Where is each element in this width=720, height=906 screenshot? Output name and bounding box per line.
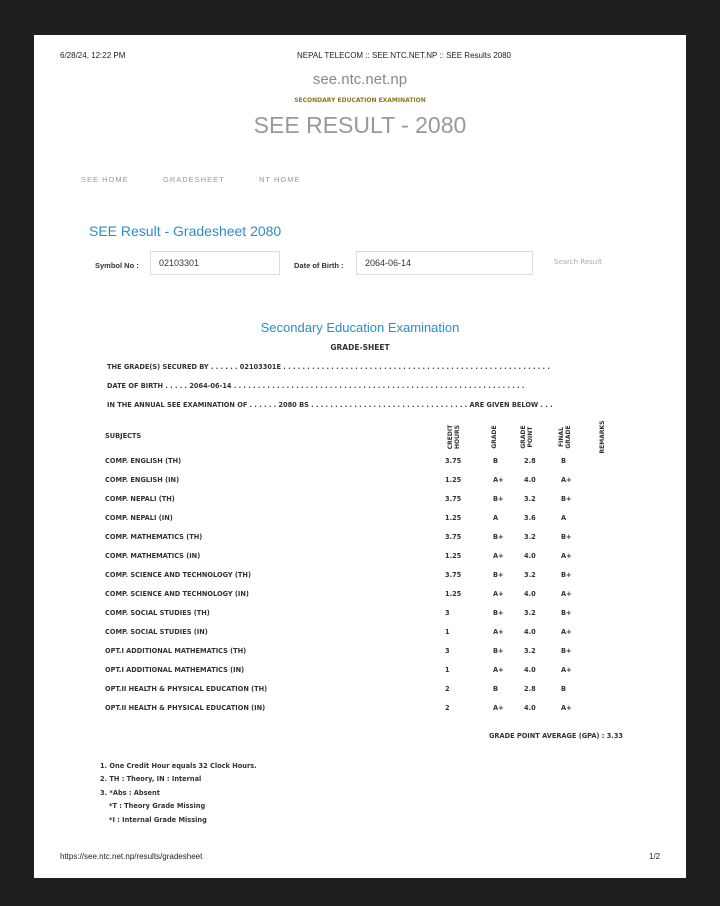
- grade-point: 4.0: [524, 590, 536, 598]
- note-3: 3. *Abs : Absent: [100, 789, 160, 797]
- subject: COMP. SOCIAL STUDIES (IN): [105, 628, 208, 636]
- subject: COMP. SCIENCE AND TECHNOLOGY (TH): [105, 571, 251, 579]
- credit-hours: 2: [445, 685, 450, 693]
- print-url: https://see.ntc.net.np/results/gradesheet: [60, 852, 203, 861]
- credit-hours: 1: [445, 666, 450, 674]
- col-remarks: REMARKS: [599, 420, 606, 454]
- grade-point: 4.0: [524, 628, 536, 636]
- print-datetime: 6/28/24, 12:22 PM: [60, 51, 126, 60]
- final-grade: A+: [561, 666, 572, 674]
- grade: B+: [493, 495, 504, 503]
- credit-hours: 3.75: [445, 495, 462, 503]
- print-title: NEPAL TELECOM :: SEE.NTC.NET.NP :: SEE Results 2080: [297, 51, 511, 60]
- grade-point: 2.8: [524, 685, 536, 693]
- subject: OPT.I ADDITIONAL MATHEMATICS (IN): [105, 666, 245, 674]
- site-heading: SEE RESULT - 2080: [253, 112, 467, 138]
- grade-point: 3.2: [524, 647, 536, 655]
- grade-point: 4.0: [524, 666, 536, 674]
- final-grade: A+: [561, 704, 572, 712]
- final-grade: B+: [561, 571, 572, 579]
- grade: B: [493, 685, 499, 693]
- credit-hours: 3: [445, 609, 450, 617]
- final-grade: B+: [561, 533, 572, 541]
- final-grade: B+: [561, 609, 572, 617]
- dob-label: Date of Birth :: [294, 261, 344, 270]
- grade: A+: [493, 476, 504, 484]
- note-2: 2. TH : Theory, IN : Internal: [100, 775, 202, 783]
- grade-point: 3.2: [524, 609, 536, 617]
- grade: A+: [493, 590, 504, 598]
- table-row: [105, 476, 645, 488]
- table-row: [105, 457, 645, 469]
- grade-point: 3.2: [524, 533, 536, 541]
- note-1: 1. One Credit Hour equals 32 Clock Hours.: [100, 762, 257, 770]
- subject: COMP. MATHEMATICS (TH): [105, 533, 203, 541]
- col-grade: GRADE: [491, 425, 498, 449]
- credit-hours: 2: [445, 704, 450, 712]
- table-row: [105, 609, 645, 621]
- table-row: [105, 666, 645, 678]
- grade: B: [493, 457, 499, 465]
- table-row: [105, 704, 645, 716]
- grade: B+: [493, 533, 504, 541]
- printed-page: [34, 35, 686, 878]
- gpa: GRADE POINT AVERAGE (GPA) : 3.33: [489, 732, 623, 740]
- site-subtitle: SECONDARY EDUCATION EXAMINATION: [294, 97, 426, 104]
- credit-hours: 1.25: [445, 552, 462, 560]
- subject: COMP. SOCIAL STUDIES (TH): [105, 609, 210, 617]
- table-row: [105, 571, 645, 583]
- table-row: [105, 552, 645, 564]
- credit-hours: 1.25: [445, 476, 462, 484]
- subject: COMP. NEPALI (TH): [105, 495, 175, 503]
- subject: OPT.I ADDITIONAL MATHEMATICS (TH): [105, 647, 247, 655]
- symbol-input[interactable]: 02103301: [150, 251, 280, 275]
- col-subjects: SUBJECTS: [105, 432, 142, 440]
- search-result-button[interactable]: Search Result: [554, 258, 602, 266]
- nav-gradesheet[interactable]: GRADESHEET: [163, 175, 225, 184]
- note-5: *I : Internal Grade Missing: [109, 816, 207, 824]
- credit-hours: 1.25: [445, 514, 462, 522]
- final-grade: B: [561, 685, 567, 693]
- subject: COMP. NEPALI (IN): [105, 514, 173, 522]
- final-grade: A+: [561, 476, 572, 484]
- subject: OPT.II HEALTH & PHYSICAL EDUCATION (IN): [105, 704, 266, 712]
- grade-point: 3.6: [524, 514, 536, 522]
- note-4: *T : Theory Grade Missing: [109, 802, 206, 810]
- final-grade: A+: [561, 590, 572, 598]
- credit-hours: 3.75: [445, 533, 462, 541]
- table-row: [105, 514, 645, 526]
- col-credit-hours: CREDIT HOURS: [447, 424, 461, 450]
- grade: A: [493, 514, 499, 522]
- sheet-title: Secondary Education Examination: [260, 320, 460, 335]
- nav-see-home[interactable]: SEE HOME: [81, 175, 129, 184]
- final-grade: A+: [561, 552, 572, 560]
- final-grade: B+: [561, 495, 572, 503]
- dob-input[interactable]: 2064-06-14: [356, 251, 533, 275]
- exam-line: IN THE ANNUAL SEE EXAMINATION OF . . . . . . 2080 BS . . . . . . . . . . . . . . . . . . . . . . . . . . . . . . . . . ARE GIVEN BELOW . . .: [107, 401, 553, 409]
- grade: A+: [493, 666, 504, 674]
- grade: B+: [493, 571, 504, 579]
- grade: B+: [493, 609, 504, 617]
- subject: COMP. ENGLISH (IN): [105, 476, 180, 484]
- grade: A+: [493, 552, 504, 560]
- site-domain: see.ntc.net.np: [312, 71, 408, 88]
- grade-point: 3.2: [524, 571, 536, 579]
- table-row: [105, 533, 645, 545]
- subject: COMP. ENGLISH (TH): [105, 457, 182, 465]
- credit-hours: 1: [445, 628, 450, 636]
- table-row: [105, 590, 645, 602]
- table-row: [105, 495, 645, 507]
- table-row: [105, 628, 645, 640]
- final-grade: A: [561, 514, 567, 522]
- grade: A+: [493, 704, 504, 712]
- grade: A+: [493, 628, 504, 636]
- col-final-grade: FINAL GRADE: [558, 425, 572, 449]
- credit-hours: 3.75: [445, 457, 462, 465]
- final-grade: A+: [561, 628, 572, 636]
- grade-point: 2.8: [524, 457, 536, 465]
- subject: OPT.II HEALTH & PHYSICAL EDUCATION (TH): [105, 685, 268, 693]
- final-grade: B: [561, 457, 567, 465]
- final-grade: B+: [561, 647, 572, 655]
- print-page: 1/2: [649, 852, 661, 861]
- credit-hours: 3: [445, 647, 450, 655]
- subject: COMP. MATHEMATICS (IN): [105, 552, 201, 560]
- grade-point: 4.0: [524, 552, 536, 560]
- secured-by-line: THE GRADE(S) SECURED BY . . . . . . 02103301E . . . . . . . . . . . . . . . . . . . . . . . . . . . . . . . . . . . . . . . . . . . . . . . . . . . . . . . .: [107, 363, 550, 371]
- credit-hours: 3.75: [445, 571, 462, 579]
- nav-nt-home[interactable]: NT HOME: [259, 175, 301, 184]
- table-row: [105, 647, 645, 659]
- grade-point: 4.0: [524, 476, 536, 484]
- credit-hours: 1.25: [445, 590, 462, 598]
- grade-point: 3.2: [524, 495, 536, 503]
- grade-point: 4.0: [524, 704, 536, 712]
- symbol-label: Symbol No :: [95, 261, 139, 270]
- grade: B+: [493, 647, 504, 655]
- col-grade-point: GRADE POINT: [520, 425, 534, 449]
- form-title: SEE Result - Gradesheet 2080: [89, 223, 282, 239]
- dob-line: DATE OF BIRTH . . . . . 2064-06-14 . . . . . . . . . . . . . . . . . . . . . . . . . . . . . . . . . . . . . . . . . . . . . . . . . . . . . . . . . . . . .: [107, 382, 525, 390]
- subject: COMP. SCIENCE AND TECHNOLOGY (IN): [105, 590, 249, 598]
- table-row: [105, 685, 645, 697]
- sheet-subtitle: GRADE-SHEET: [330, 343, 390, 352]
